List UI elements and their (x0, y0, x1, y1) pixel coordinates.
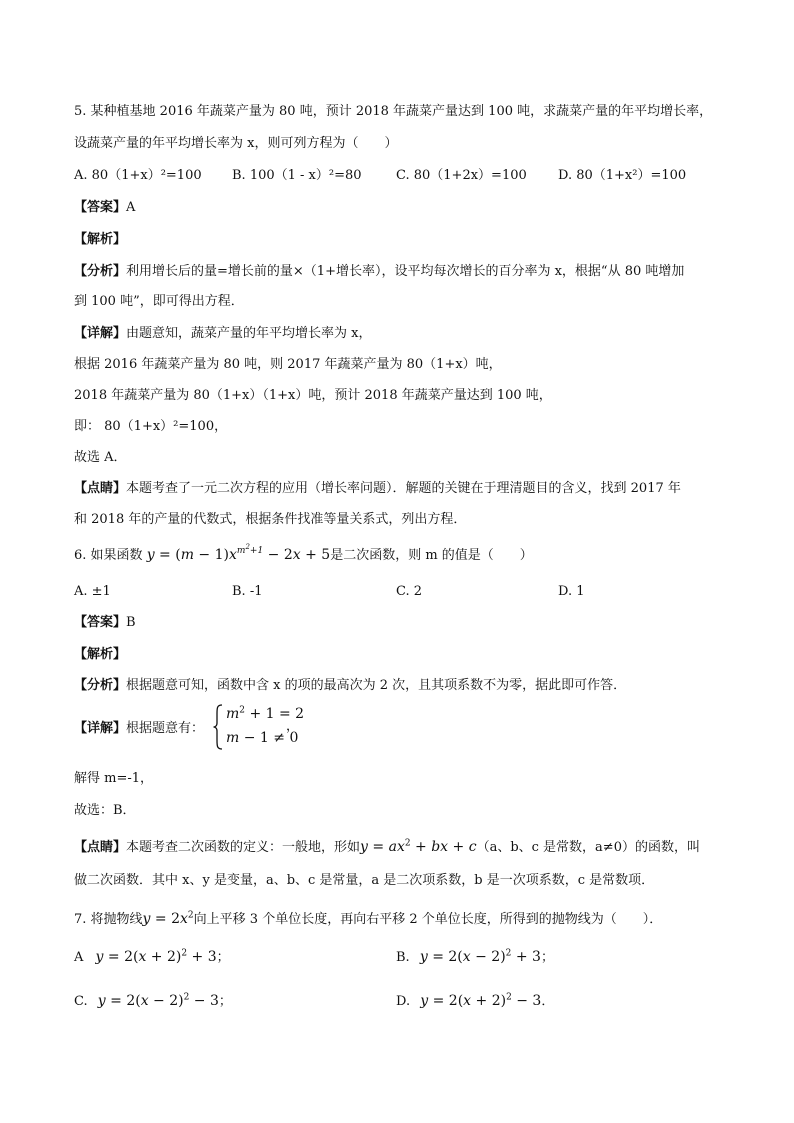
quadratic-general-form: $y = ax^2$ + bx + c (360, 838, 477, 855)
answer-value: A (126, 200, 136, 215)
q7-option-d-formula: $y = 2(x + 2)^2 - 3$ (420, 992, 542, 1009)
q7-option-a (74, 948, 230, 967)
q5-dianjing-line1 (74, 480, 681, 498)
q5-analysis-heading (74, 231, 126, 249)
fenxi-tag: 【分析】 (74, 264, 127, 279)
q7-option-c (74, 992, 232, 1011)
q6-stem-prefix: 6. 如果函数 (74, 548, 143, 563)
equation-system-row2: m − 1 ≠ 0 (226, 730, 299, 746)
q6-option-d: D. 1 (558, 584, 585, 599)
analysis-tag: 【解析】 (74, 647, 127, 662)
fenxi-text: 根据题意可知，函数中含 x 的项的最高次为 2 次，且其项系数不为零，据此即可作答． (126, 678, 627, 693)
q6-option-c: C. 2 (396, 584, 423, 599)
answer-value: B (126, 615, 136, 630)
fenxi-text: 利用增长后的量=增长前的量×（1+增长率），设平均每次增长的百分率为 x，根据“从 80 吨增加 (126, 264, 685, 279)
q5-option-d: D. 80（1+x²）=100 (558, 168, 687, 183)
q7-option-b-formula: $y = 2(x - 2)^2 + 3$ (419, 948, 541, 965)
q7-stem-prefix: 7. 将抛物线 (74, 912, 143, 927)
answer-tag: 【答案】 (74, 615, 127, 630)
answer-tag: 【答案】 (74, 200, 127, 215)
q6-dianjing-line1 (74, 838, 700, 857)
option-letter: C. (74, 994, 88, 1009)
option-tail: ． (541, 994, 555, 1009)
q5-stem-line2: 设蔬菜产量的年平均增长率为 x，则可列方程为（ ） (74, 136, 398, 151)
dianjing-suffix: （a、b、c 是常数，a≠0）的函数，叫 (476, 840, 700, 855)
q6-analysis-heading (74, 646, 126, 664)
q6-dianjing-line2: 做二次函数．其中 x、y 是变量，a、b、c 是常量，a 是二次项系数，b 是一次项系数，c 是常数项． (74, 873, 655, 888)
q7-option-a-formula: $y = 2(x + 2)^2 + 3$ (95, 948, 217, 965)
fenxi-tag: 【分析】 (74, 678, 127, 693)
q5-fenxi-line1 (74, 263, 684, 281)
q5-answer (74, 199, 135, 217)
q7-option-c-formula: $y = 2(x - 2)^2 - 3$ (97, 992, 219, 1009)
q5-option-b: B. 100（1 - x）²=80 (232, 168, 362, 183)
q6-jiede: 解得 m=-1， (74, 771, 154, 786)
dianjing-tag: 【点睛】 (74, 481, 127, 496)
equation-system-brace (213, 704, 223, 750)
q7-option-d (396, 992, 554, 1011)
q6-stem-suffix: 是二次函数，则 m 的值是（ ） (330, 548, 533, 563)
q5-xiangjie-line1 (74, 325, 371, 343)
dianjing-tag: 【点睛】 (74, 840, 127, 855)
q6-option-a: A. ±1 (74, 584, 111, 599)
q5-xiangjie-line4: 即： 80（1+x）²=100， (74, 419, 228, 434)
option-tail: ； (218, 994, 232, 1009)
dianjing-text: 本题考查了一元二次方程的应用（增长率问题）．解题的关键在于理清题目的含义，找到 2017 年 (126, 481, 681, 496)
option-tail: ； (540, 950, 554, 965)
q5-option-a: A. 80（1+x）²=100 (74, 168, 202, 183)
q5-option-c: C. 80（1+2x）=100 (396, 168, 527, 183)
q6-stem (74, 543, 533, 565)
option-tail: ； (216, 950, 230, 965)
q5-dianjing-line2: 和 2018 年的产量的代数式，根据条件找准等量关系式，列出方程． (74, 512, 467, 527)
q7-stem (74, 910, 662, 929)
q6-function-formula: $y = (m - 1)x^{m^2+1} - 2x + 5$ (146, 543, 331, 563)
equation-system-row1: $m^2 + 1 = 2$ (226, 705, 305, 722)
q7-option-b (396, 948, 554, 967)
xiangjie-tag: 【详解】 (74, 721, 127, 736)
q7-stem-suffix: 向上平移 3 个单位长度，再向右平移 2 个单位长度，所得到的抛物线为（ ）． (193, 912, 663, 927)
option-letter: A (74, 950, 84, 965)
q6-xiangjie-line (74, 720, 204, 738)
q5-xiangjie-line5: 故选 A． (74, 450, 127, 465)
xiangjie-tag: 【详解】 (74, 326, 127, 341)
q6-answer (74, 614, 136, 632)
q5-xiangjie-line3: 2018 年蔬菜产量为 80（1+x）（1+x）吨，预计 2018 年蔬菜产量达到 100 吨， (74, 388, 552, 403)
q6-guxuan: 故选：B． (74, 803, 136, 818)
option-letter: B. (396, 950, 410, 965)
q6-option-b: B. -1 (232, 584, 263, 599)
q5-stem-line1: 5. 某种植基地 2016 年蔬菜产量为 80 吨，预计 2018 年蔬菜产量达到 100 吨，求蔬菜产量的年平均增长率， (74, 104, 713, 119)
xiangjie-prefix: 根据题意有： (126, 721, 205, 736)
q5-fenxi-line2: 到 100 吨”，即可得出方程． (74, 294, 244, 309)
xiangjie-text: 由题意知，蔬菜产量的年平均增长率为 x， (126, 326, 372, 341)
q7-parabola-formula: $y = 2x^2$ (142, 910, 194, 927)
dianjing-prefix: 本题考查二次函数的定义：一般地，形如 (126, 840, 361, 855)
q6-xiangjie-suffix: ， (286, 719, 300, 734)
q6-fenxi-line1 (74, 677, 626, 695)
option-letter: D. (396, 994, 411, 1009)
q5-xiangjie-line2: 根据 2016 年蔬菜产量为 80 吨，则 2017 年蔬菜产量为 80（1+x）吨， (74, 357, 502, 372)
analysis-tag: 【解析】 (74, 232, 127, 247)
